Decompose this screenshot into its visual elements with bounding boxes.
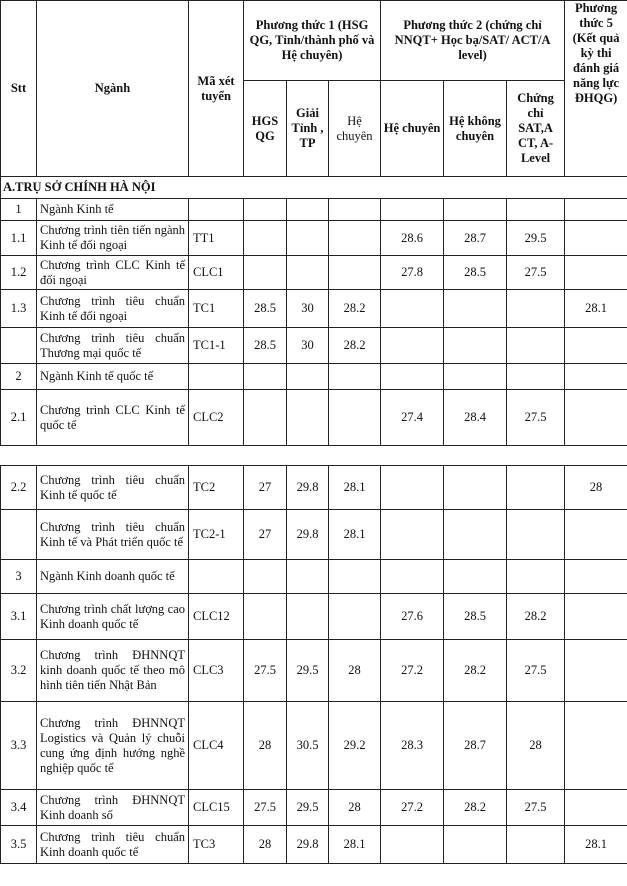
section-title: A.TRỤ SỞ CHÍNH HÀ NỘI <box>1 177 627 199</box>
score-hechuyen2-cell <box>381 466 444 510</box>
score-khongchuyen-cell <box>444 510 507 560</box>
score-hechuyen1-cell <box>329 256 381 290</box>
score-hechuyen2-cell: 27.2 <box>381 790 444 826</box>
score-hechuyen2-cell <box>381 290 444 328</box>
score-giai-cell: 29.8 <box>287 826 329 864</box>
stt-cell: 2.2 <box>1 466 37 510</box>
header-pt5: Phương thức 5 (Kết quả kỳ thi đánh giá năng lực ĐHQG) <box>565 1 627 177</box>
score-hechuyen1-cell: 28.1 <box>329 510 381 560</box>
table-row <box>1 290 627 328</box>
stt-cell: 3 <box>1 560 37 594</box>
score-pt5-cell <box>565 390 627 446</box>
stt-cell: 2.1 <box>1 390 37 446</box>
table-row <box>1 640 627 702</box>
score-giai-cell: 30 <box>287 328 329 364</box>
stt-cell: 1 <box>1 199 37 221</box>
score-khongchuyen-cell: 28.7 <box>444 221 507 256</box>
table-row <box>1 594 627 640</box>
admission-table-bottom <box>0 465 627 864</box>
score-hechuyen1-cell <box>329 390 381 446</box>
code-cell: CLC1 <box>189 256 244 290</box>
empty-cell <box>507 560 565 594</box>
empty-cell <box>244 199 287 221</box>
score-hgs-cell: 28 <box>244 826 287 864</box>
score-hechuyen1-cell: 28 <box>329 790 381 826</box>
code-cell: TC3 <box>189 826 244 864</box>
header-hechuyen-1: Hệ chuyên <box>329 81 381 177</box>
score-chungchi-cell <box>507 510 565 560</box>
score-hechuyen1-cell: 28.2 <box>329 290 381 328</box>
score-khongchuyen-cell: 28.7 <box>444 702 507 790</box>
empty-cell <box>381 560 444 594</box>
header-pt2: Phương thức 2 (chứng chỉ NNQT+ Học bạ/SAT/ ACT/A level) <box>381 1 565 81</box>
table-row <box>1 328 627 364</box>
stt-cell: 1.3 <box>1 290 37 328</box>
code-cell: CLC15 <box>189 790 244 826</box>
empty-cell <box>507 364 565 390</box>
program-name-cell: Chương trình tiêu chuẩn Kinh doanh quốc tế <box>37 826 189 864</box>
header-stt: Stt <box>1 1 37 177</box>
score-giai-cell: 29.8 <box>287 466 329 510</box>
score-hechuyen2-cell: 27.2 <box>381 640 444 702</box>
header-khongchuyen: Hệ không chuyên <box>444 81 507 177</box>
stt-cell: 3.5 <box>1 826 37 864</box>
table-row <box>1 221 627 256</box>
score-khongchuyen-cell: 28.5 <box>444 594 507 640</box>
empty-cell <box>444 560 507 594</box>
table-row <box>1 790 627 826</box>
stt-cell: 3.2 <box>1 640 37 702</box>
table-row <box>1 390 627 446</box>
score-giai-cell: 29.8 <box>287 510 329 560</box>
score-giai-cell <box>287 594 329 640</box>
score-hechuyen2-cell <box>381 826 444 864</box>
header-ma: Mã xét tuyển <box>189 1 244 177</box>
score-hgs-cell: 27 <box>244 510 287 560</box>
code-cell: TT1 <box>189 221 244 256</box>
score-hechuyen2-cell <box>381 510 444 560</box>
major-name-cell: Ngành Kinh doanh quốc tế <box>37 560 189 594</box>
score-chungchi-cell: 28.2 <box>507 594 565 640</box>
score-khongchuyen-cell <box>444 290 507 328</box>
score-pt5-cell <box>565 221 627 256</box>
stt-cell: 2 <box>1 364 37 390</box>
empty-cell <box>565 364 627 390</box>
score-hechuyen1-cell: 28.1 <box>329 466 381 510</box>
score-giai-cell <box>287 256 329 290</box>
empty-cell <box>287 560 329 594</box>
score-chungchi-cell: 29.5 <box>507 221 565 256</box>
score-pt5-cell <box>565 640 627 702</box>
score-chungchi-cell <box>507 328 565 364</box>
group-row <box>1 560 627 594</box>
code-cell: TC2 <box>189 466 244 510</box>
program-name-cell: Chương trình tiên tiến ngành Kinh tế đối ngoại <box>37 221 189 256</box>
code-cell: CLC3 <box>189 640 244 702</box>
score-hgs-cell <box>244 390 287 446</box>
score-khongchuyen-cell: 28.2 <box>444 640 507 702</box>
header-nganh: Ngành <box>37 1 189 177</box>
program-name-cell: Chương trình tiêu chuẩn Kinh tế và Phát triển quốc tế <box>37 510 189 560</box>
stt-cell: 3.4 <box>1 790 37 826</box>
program-name-cell: Chương trình tiêu chuẩn Kinh tế quốc tế <box>37 466 189 510</box>
empty-cell <box>329 560 381 594</box>
empty-cell <box>287 364 329 390</box>
score-hgs-cell <box>244 256 287 290</box>
score-hechuyen1-cell: 28.2 <box>329 328 381 364</box>
group-row <box>1 199 627 221</box>
program-name-cell: Chương trình CLC Kinh tế quốc tế <box>37 390 189 446</box>
header-hgs: HGS QG <box>244 81 287 177</box>
table-row <box>1 256 627 290</box>
score-pt5-cell <box>565 510 627 560</box>
score-chungchi-cell <box>507 466 565 510</box>
score-hechuyen2-cell: 28.3 <box>381 702 444 790</box>
empty-cell <box>444 364 507 390</box>
score-giai-cell: 29.5 <box>287 790 329 826</box>
score-pt5-cell: 28.1 <box>565 290 627 328</box>
score-hechuyen2-cell: 27.4 <box>381 390 444 446</box>
code-cell: CLC12 <box>189 594 244 640</box>
code-cell: TC1-1 <box>189 328 244 364</box>
score-pt5-cell: 28 <box>565 466 627 510</box>
page-gap <box>0 447 627 465</box>
score-chungchi-cell <box>507 826 565 864</box>
score-hgs-cell: 27 <box>244 466 287 510</box>
header-giai: Giải Tỉnh , TP <box>287 81 329 177</box>
score-hechuyen2-cell: 27.8 <box>381 256 444 290</box>
score-hechuyen1-cell <box>329 221 381 256</box>
program-name-cell: Chương trình chất lượng cao Kinh doanh quốc tế <box>37 594 189 640</box>
code-cell: CLC4 <box>189 702 244 790</box>
score-khongchuyen-cell <box>444 826 507 864</box>
score-chungchi-cell: 27.5 <box>507 256 565 290</box>
empty-cell <box>189 560 244 594</box>
table-row <box>1 510 627 560</box>
score-pt5-cell <box>565 702 627 790</box>
score-khongchuyen-cell: 28.2 <box>444 790 507 826</box>
program-name-cell: Chương trình ĐHNNQT kinh doanh quốc tế theo mô hình tiên tiến Nhật Bản <box>37 640 189 702</box>
empty-cell <box>189 199 244 221</box>
score-giai-cell: 29.5 <box>287 640 329 702</box>
program-name-cell: Chương trình CLC Kinh tế đối ngoại <box>37 256 189 290</box>
table-row <box>1 826 627 864</box>
score-hgs-cell: 28.5 <box>244 290 287 328</box>
score-chungchi-cell: 28 <box>507 702 565 790</box>
program-name-cell: Chương trình ĐHNNQT Logistics và Quản lý chuỗi cung ứng định hướng nghề nghiệp quốc tế <box>37 702 189 790</box>
empty-cell <box>381 199 444 221</box>
header-pt1: Phương thức 1 (HSG QG, Tỉnh/thành phố và Hệ chuyên) <box>244 1 381 81</box>
score-hechuyen2-cell: 27.6 <box>381 594 444 640</box>
major-name-cell: Ngành Kinh tế <box>37 199 189 221</box>
empty-cell <box>244 364 287 390</box>
stt-cell: 1.2 <box>1 256 37 290</box>
score-khongchuyen-cell: 28.5 <box>444 256 507 290</box>
program-name-cell: Chương trình ĐHNNQT Kinh doanh số <box>37 790 189 826</box>
score-pt5-cell <box>565 256 627 290</box>
major-name-cell: Ngành Kinh tế quốc tế <box>37 364 189 390</box>
score-pt5-cell: 28.1 <box>565 826 627 864</box>
empty-cell <box>507 199 565 221</box>
score-hechuyen1-cell: 28 <box>329 640 381 702</box>
score-khongchuyen-cell <box>444 328 507 364</box>
stt-cell: 1.1 <box>1 221 37 256</box>
score-chungchi-cell <box>507 290 565 328</box>
score-hgs-cell <box>244 594 287 640</box>
stt-cell: 3.1 <box>1 594 37 640</box>
empty-cell <box>565 560 627 594</box>
score-giai-cell: 30 <box>287 290 329 328</box>
empty-cell <box>444 199 507 221</box>
score-chungchi-cell: 27.5 <box>507 640 565 702</box>
score-hgs-cell: 27.5 <box>244 790 287 826</box>
stt-cell <box>1 510 37 560</box>
table-row <box>1 466 627 510</box>
score-hechuyen1-cell <box>329 594 381 640</box>
score-hechuyen2-cell <box>381 328 444 364</box>
program-name-cell: Chương trình tiêu chuẩn Kinh tế đối ngoại <box>37 290 189 328</box>
score-hechuyen1-cell: 28.1 <box>329 826 381 864</box>
empty-cell <box>565 199 627 221</box>
header-chungchi: Chứng chỉ SAT,A CT, A-Level <box>507 81 565 177</box>
score-khongchuyen-cell: 28.4 <box>444 390 507 446</box>
score-hgs-cell <box>244 221 287 256</box>
score-giai-cell <box>287 221 329 256</box>
score-hechuyen1-cell: 29.2 <box>329 702 381 790</box>
score-chungchi-cell: 27.5 <box>507 390 565 446</box>
empty-cell <box>189 364 244 390</box>
score-hgs-cell: 28.5 <box>244 328 287 364</box>
score-hgs-cell: 28 <box>244 702 287 790</box>
stt-cell <box>1 328 37 364</box>
score-giai-cell: 30.5 <box>287 702 329 790</box>
score-hgs-cell: 27.5 <box>244 640 287 702</box>
code-cell: TC2-1 <box>189 510 244 560</box>
score-pt5-cell <box>565 328 627 364</box>
score-pt5-cell <box>565 594 627 640</box>
code-cell: TC1 <box>189 290 244 328</box>
empty-cell <box>329 364 381 390</box>
score-chungchi-cell: 27.5 <box>507 790 565 826</box>
empty-cell <box>287 199 329 221</box>
score-pt5-cell <box>565 790 627 826</box>
score-khongchuyen-cell <box>444 466 507 510</box>
score-hechuyen2-cell: 28.6 <box>381 221 444 256</box>
score-giai-cell <box>287 390 329 446</box>
header-hechuyen-2: Hệ chuyên <box>381 81 444 177</box>
empty-cell <box>329 199 381 221</box>
empty-cell <box>244 560 287 594</box>
table-row <box>1 702 627 790</box>
stt-cell: 3.3 <box>1 702 37 790</box>
program-name-cell: Chương trình tiêu chuẩn Thương mại quốc tế <box>37 328 189 364</box>
group-row <box>1 364 627 390</box>
code-cell: CLC2 <box>189 390 244 446</box>
empty-cell <box>381 364 444 390</box>
